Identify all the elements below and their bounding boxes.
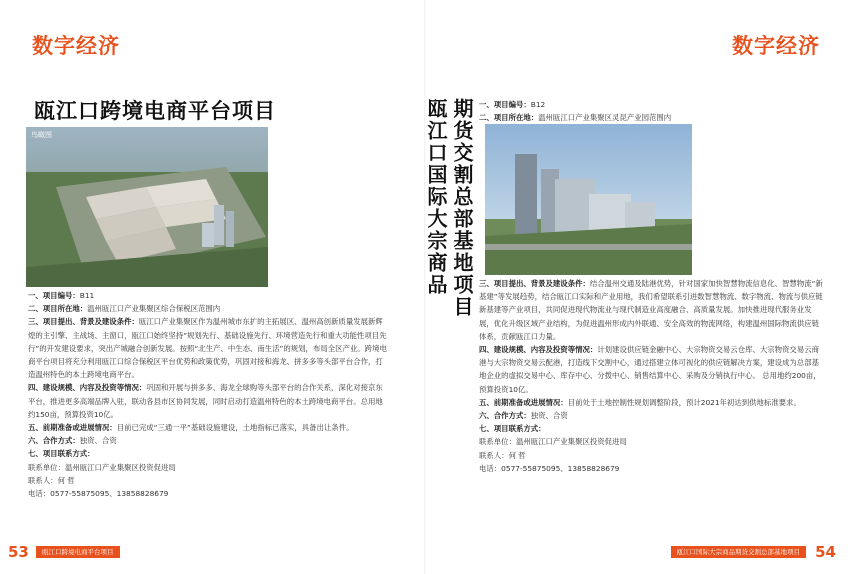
left-body-text (28, 289, 388, 500)
item-4: 四、建设规模、内容及投资等情况：巩固和开展与拼多多、海龙全球购等头部平台的合作关系，深化对接京东平台，推进更多高端品牌入驻，联动各县市区协同发展，同时启动打造温州特色的本土跨境电商平台。总用地约150亩，预算投资10亿。 (28, 383, 383, 419)
item-7: 七、项目联系方式： (28, 449, 95, 459)
contact-unit: 联系单位：温州瓯江口产业集聚区投资促进局 (479, 437, 627, 447)
item-5: 五、前期准备或进展情况：目前处于土地控制性规划调整阶段，预计2021年初达到供地标准要求。 (479, 397, 801, 407)
footer-label: 瓯江口国际大宗商品期货交割总部基地项目 (671, 546, 807, 558)
item-6: 六、合作方式：独资、合资 (479, 411, 568, 421)
building-rendering-image (485, 124, 692, 275)
page-number: 54 (815, 543, 836, 561)
item-2: 二、项目所在地：温州瓯江口产业集聚区综合保税区范围内 (28, 304, 221, 314)
item-2: 二、项目所在地：温州瓯江口产业集聚区灵昆产业园范围内 (479, 113, 672, 123)
item-1: 一、项目编号：B12 (479, 100, 546, 109)
item-7: 七、项目联系方式： (479, 424, 546, 434)
contact-unit: 联系单位：温州瓯江口产业集聚区投资促进局 (28, 462, 176, 472)
aerial-rendering-image (26, 127, 268, 287)
item-5: 五、前期准备或进展情况：目前已完成“三通一平”基础设施建设，土地指标已落实，具备出让条件。 (28, 423, 354, 433)
page-number: 53 (8, 543, 29, 561)
right-body-top (479, 98, 824, 124)
contact-phone: 电话：0577-55875095、13858828679 (479, 463, 620, 473)
footer-label: 瓯江口跨境电商平台项目 (36, 546, 120, 558)
aerial-photo (26, 127, 268, 287)
project-title-vertical-line-2: 瓯江口国际大宗商品 (424, 98, 448, 296)
section-title: 数字经济 (732, 34, 820, 58)
photo-caption: 鸟瞰图 (31, 131, 52, 139)
right-body-bottom (479, 277, 824, 475)
section-title: 数字经济 (32, 34, 120, 58)
contact-phone: 电话：0577-55875095、13858828679 (28, 489, 169, 499)
item-1: 一、项目编号：B11 (28, 291, 95, 300)
item-4: 四、建设规模、内容及投资等情况：计划建设供应链金融中心、大宗物资交易云仓库、大宗物资交易云商港与大宗物资交易云配港，打造线下交割中心，通过搭建立体可视化的供应链解决方案，建设成为总部基地企业的虚拟交易中心、库存中心、分拨中心、销售结算中心、采购及分销执行中心。 总用地约200亩，预算投资10亿。 (479, 345, 821, 394)
building-photo (485, 124, 692, 275)
project-title: 瓯江口跨境电商平台项目 (34, 99, 276, 123)
contact-person: 联系人：何 哲 (28, 475, 75, 485)
item-3: 三、项目提出、背景及建设条件：瓯江口产业集聚区作为温州城市东扩的主拓展区、温州高创新质量发展新辉煌的主引擎、主战场、主窗口，瓯江口始终坚持“规划先行、基础设施先行、环境营造先行和重大功能性项目先行”的开发建设要求，突出产城融合创新发展。按照“北生产、中生态、南生活”的规划，布局全区产业。跨境电商平台项目将充分利用瓯江口综合保税区平台优势和政策优势，巩固对接和海龙、拼多多等头部平台合作，打造温州特色的本土跨境电商平台。 (28, 317, 387, 380)
item-3: 三、项目提出、背景及建设条件：结合温州交通及陆港优势，针对国家加快智慧物流信息化、智慧物流“新基建”等发展趋势，结合瓯江口实际和产业用地，我们希望联系引进数智慧物流、数字物流、物流与供应链新基建等产业项目，共同促进现代物流业与现代制造业高度融合、高质量发展。加快推进现代服务业发展，优化升级区域产业结构，为促进温州形成内外联通、安全高效的物流网络，构建温州国际物流供应链体系，贡献瓯江口力量。 (479, 279, 823, 341)
item-6: 六、合作方式：独资、合资 (28, 436, 117, 446)
project-title-vertical-line-1: 期货交割总部基地项目 (450, 98, 474, 318)
contact-person: 联系人：何 哲 (479, 450, 526, 460)
